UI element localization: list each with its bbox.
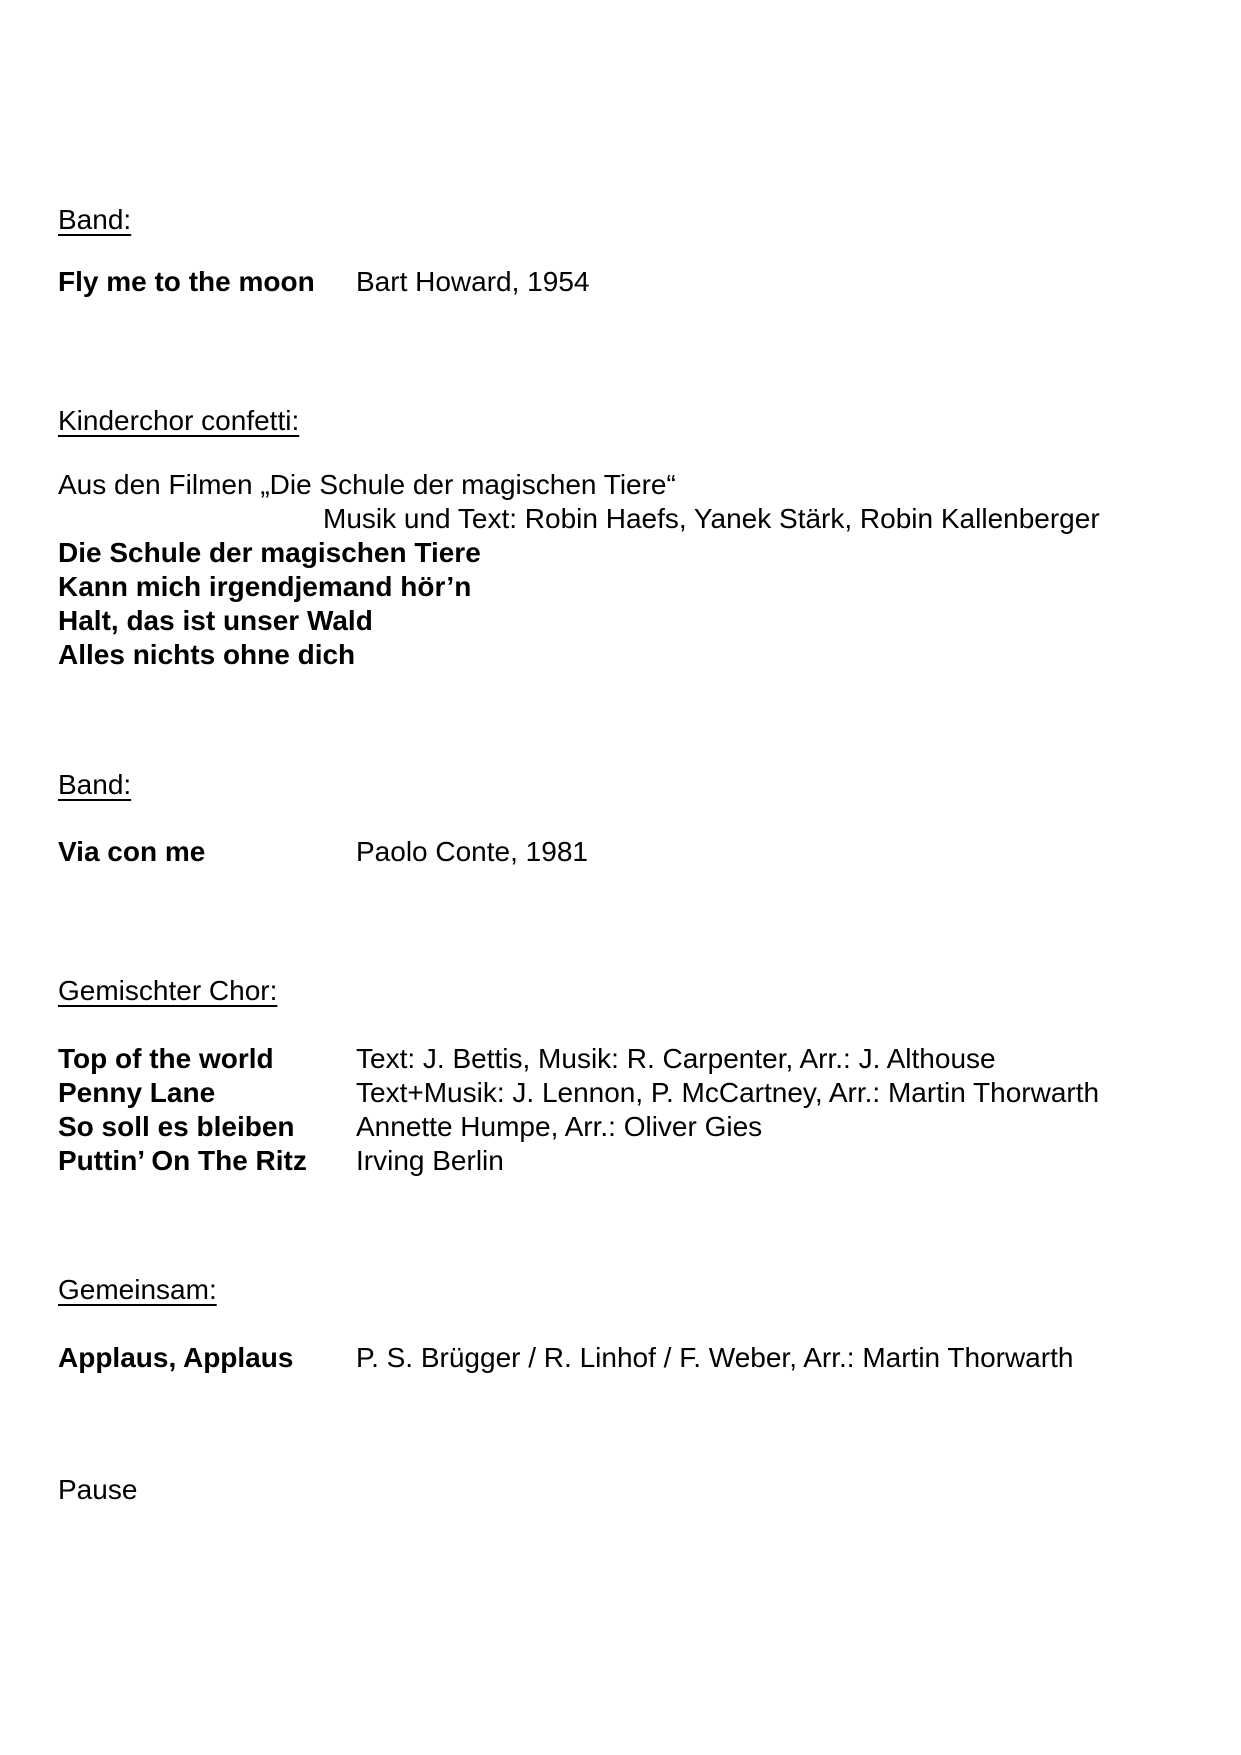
song-credit: P. S. Brügger / R. Linhof / F. Weber, Arr.: Martin Thorwarth: [356, 1342, 1074, 1373]
song-title: Top of the world: [58, 1043, 274, 1074]
song-row-so-soll-es-bleiben: [58, 1110, 1221, 1144]
song-row-via-con-me: [58, 835, 1221, 869]
song-credit: Irving Berlin: [356, 1145, 504, 1176]
song-row-fly-me-to-the-moon: [58, 265, 1221, 299]
section-heading-kinderchor: [58, 404, 1221, 438]
section-heading-band-2: [58, 768, 1221, 802]
song-credit: Paolo Conte, 1981: [356, 836, 588, 867]
song-credit: Text: J. Bettis, Musik: R. Carpenter, Arr.: J. Althouse: [356, 1043, 996, 1074]
song-row-top-of-the-world: [58, 1042, 1221, 1076]
song-title: Applaus, Applaus: [58, 1342, 294, 1373]
section-heading-gemeinsam-text: Gemeinsam:: [58, 1274, 217, 1305]
section-heading-band-1-text: Band:: [58, 204, 132, 235]
song-title: Fly me to the moon: [58, 266, 315, 297]
song-title: Die Schule der magischen Tiere: [58, 537, 481, 568]
kinderchor-credit-text: Musik und Text: Robin Haefs, Yanek Stärk, Robin Kallenberger: [323, 503, 1100, 534]
song-title: Halt, das ist unser Wald: [58, 605, 373, 636]
kinderchor-intro-text: Aus den Filmen „Die Schule der magischen Tiere“: [58, 469, 676, 500]
pause-line: [58, 1473, 1221, 1507]
song-title: So soll es bleiben: [58, 1111, 295, 1142]
kinderchor-song-2: [58, 570, 1221, 604]
section-heading-gemischter-chor: [58, 974, 1221, 1008]
song-row-applaus-applaus: [58, 1341, 1221, 1375]
song-title: Puttin’ On The Ritz: [58, 1145, 307, 1176]
song-row-puttin-on-the-ritz: [58, 1144, 1221, 1178]
kinderchor-song-3: [58, 604, 1221, 638]
song-credit: Bart Howard, 1954: [356, 266, 590, 297]
kinderchor-intro-line: [58, 468, 1221, 502]
section-heading-gemischter-chor-text: Gemischter Chor:: [58, 975, 278, 1006]
kinderchor-song-1: [58, 536, 1221, 570]
song-row-penny-lane: [58, 1076, 1221, 1110]
song-title: Alles nichts ohne dich: [58, 639, 356, 670]
song-title: Via con me: [58, 836, 206, 867]
song-title: Kann mich irgendjemand hör’n: [58, 571, 472, 602]
song-credit: Text+Musik: J. Lennon, P. McCartney, Arr.: Martin Thorwarth: [356, 1077, 1100, 1108]
kinderchor-credit-line: [323, 502, 1221, 536]
song-title: Penny Lane: [58, 1077, 216, 1108]
section-heading-kinderchor-text: Kinderchor confetti:: [58, 405, 300, 436]
section-heading-band-2-text: Band:: [58, 769, 132, 800]
section-heading-band-1: [58, 203, 1221, 237]
song-credit: Annette Humpe, Arr.: Oliver Gies: [356, 1111, 763, 1142]
pause-text: Pause: [58, 1474, 138, 1505]
kinderchor-song-4: [58, 638, 1221, 672]
section-heading-gemeinsam: [58, 1273, 1221, 1307]
